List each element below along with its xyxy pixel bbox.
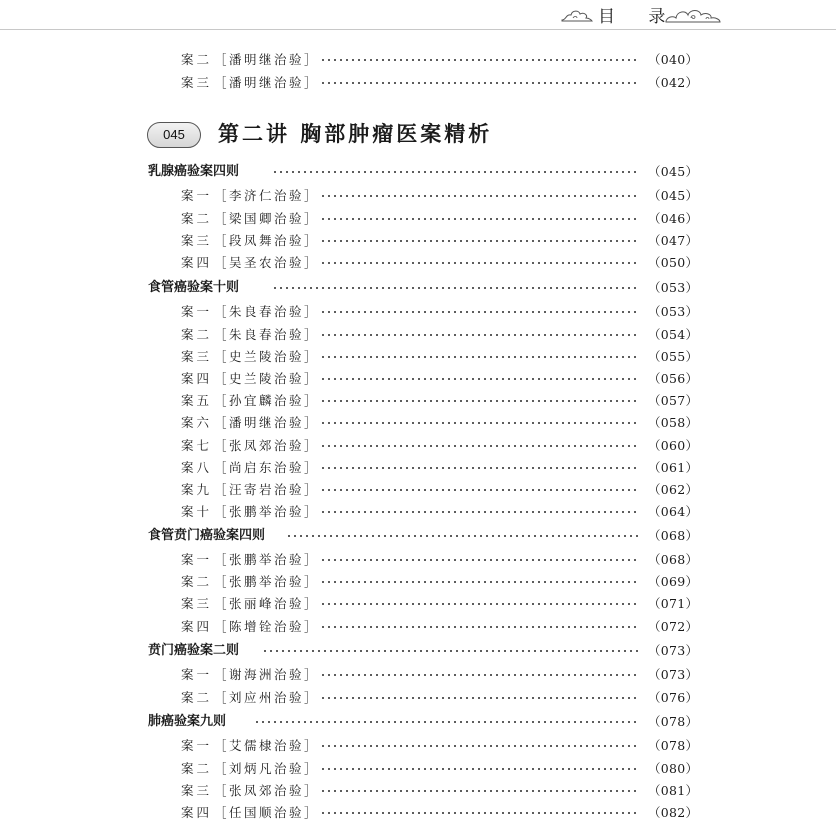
page-number: （042） xyxy=(648,75,699,90)
page-number: （056） xyxy=(648,371,699,386)
case-label: 案一 xyxy=(181,304,213,319)
toc-case-row[interactable] xyxy=(0,208,836,230)
case-physician: ［吴圣农治验］ xyxy=(214,255,320,270)
page-number: （057） xyxy=(648,393,699,408)
page-number: （073） xyxy=(648,643,699,658)
toc-case-row[interactable] xyxy=(0,780,836,802)
case-label: 案九 xyxy=(181,482,213,497)
case-physician: ［潘明继治验］ xyxy=(214,75,320,90)
case-physician: ［刘应州治验］ xyxy=(214,690,320,705)
case-label: 案七 xyxy=(181,438,213,453)
toc-case-row[interactable] xyxy=(0,802,836,824)
case-physician: ［潘明继治验］ xyxy=(214,415,320,430)
toc-case-row[interactable] xyxy=(0,252,836,274)
page-number: （045） xyxy=(648,188,699,203)
dot-leader xyxy=(320,368,638,390)
case-physician: ［汪寄岩治验］ xyxy=(214,482,320,497)
page-number: （072） xyxy=(648,619,699,634)
cloud-ornament-right-icon xyxy=(664,6,722,26)
case-physician: ［张丽峰治验］ xyxy=(214,596,320,611)
case-label: 案一 xyxy=(181,667,213,682)
dot-leader xyxy=(320,616,638,638)
toc-case-row[interactable] xyxy=(0,664,836,686)
dot-leader xyxy=(262,640,638,662)
dot-leader xyxy=(320,49,638,71)
case-physician: ［潘明继治验］ xyxy=(214,52,320,67)
page-number: （045） xyxy=(648,164,699,179)
case-physician: ［段凤舞治验］ xyxy=(214,233,320,248)
case-physician: ［张鹏举治验］ xyxy=(214,552,320,567)
dot-leader xyxy=(320,185,638,207)
section-title: 肺癌验案九则 xyxy=(148,714,227,729)
case-physician: ［孙宜麟治验］ xyxy=(214,393,320,408)
page-number: （040） xyxy=(648,52,699,67)
toc-case-row[interactable] xyxy=(0,501,836,523)
dot-leader xyxy=(320,230,638,252)
toc-case-row[interactable] xyxy=(0,687,836,709)
dot-leader xyxy=(320,72,638,94)
page-header xyxy=(0,2,836,28)
case-physician: ［任国顺治验］ xyxy=(214,805,320,820)
dot-leader xyxy=(320,412,638,434)
dot-leader xyxy=(320,780,638,802)
page-number: （062） xyxy=(648,482,699,497)
case-physician: ［张凤郊治验］ xyxy=(214,783,320,798)
page-number: （046） xyxy=(648,211,699,226)
toc-case-row[interactable] xyxy=(0,368,836,390)
toc-case-row[interactable] xyxy=(0,412,836,434)
case-physician: ［梁国卿治验］ xyxy=(214,211,320,226)
toc-case-row[interactable] xyxy=(0,324,836,346)
dot-leader xyxy=(272,277,638,299)
case-label: 案四 xyxy=(181,805,213,820)
page-number: （054） xyxy=(648,327,699,342)
case-physician: ［张鹏举治验］ xyxy=(214,574,320,589)
case-label: 案二 xyxy=(181,327,213,342)
case-label: 案三 xyxy=(181,233,213,248)
case-label: 案二 xyxy=(181,574,213,589)
toc-section-row[interactable] xyxy=(0,525,836,547)
page-number: （047） xyxy=(648,233,699,248)
case-label: 案二 xyxy=(181,761,213,776)
dot-leader xyxy=(320,549,638,571)
dot-leader xyxy=(320,758,638,780)
page-number: （078） xyxy=(648,738,699,753)
page-number: （080） xyxy=(648,761,699,776)
header-divider xyxy=(0,29,836,30)
case-label: 案四 xyxy=(181,619,213,634)
page-number: （055） xyxy=(648,349,699,364)
dot-leader xyxy=(254,711,638,733)
toc-case-row[interactable] xyxy=(0,72,836,94)
toc-case-row[interactable] xyxy=(0,479,836,501)
dot-leader xyxy=(320,687,638,709)
header-title: 目 录 xyxy=(598,7,680,27)
dot-leader xyxy=(320,501,638,523)
case-physician: ［朱良春治验］ xyxy=(214,304,320,319)
case-label: 案二 xyxy=(181,690,213,705)
toc-case-row[interactable] xyxy=(0,49,836,71)
case-label: 案一 xyxy=(181,188,213,203)
page-number: （053） xyxy=(648,304,699,319)
page-number: （081） xyxy=(648,783,699,798)
case-physician: ［陈增铨治验］ xyxy=(214,619,320,634)
case-physician: ［李济仁治验］ xyxy=(214,188,320,203)
page-number: （068） xyxy=(648,528,699,543)
chapter-page-badge: 045 xyxy=(147,122,201,148)
dot-leader xyxy=(320,346,638,368)
dot-leader xyxy=(286,525,638,547)
dot-leader xyxy=(320,479,638,501)
page-number: （073） xyxy=(648,667,699,682)
case-physician: ［朱良春治验］ xyxy=(214,327,320,342)
toc-case-row[interactable] xyxy=(0,457,836,479)
toc-case-row[interactable] xyxy=(0,230,836,252)
case-physician: ［刘炳凡治验］ xyxy=(214,761,320,776)
dot-leader xyxy=(320,324,638,346)
section-title: 食管癌验案十则 xyxy=(148,280,240,295)
case-label: 案三 xyxy=(181,75,213,90)
toc-case-row[interactable] xyxy=(0,346,836,368)
dot-leader xyxy=(320,390,638,412)
dot-leader xyxy=(320,802,638,824)
dot-leader xyxy=(320,457,638,479)
toc-case-row[interactable] xyxy=(0,390,836,412)
case-physician: ［尚启东治验］ xyxy=(214,460,320,475)
toc-section-row[interactable] xyxy=(0,161,836,183)
section-title: 乳腺癌验案四则 xyxy=(148,164,240,179)
cloud-ornament-left-icon xyxy=(560,8,594,24)
page-number: （076） xyxy=(648,690,699,705)
section-title: 食管贲门癌验案四则 xyxy=(148,528,266,543)
toc-case-row[interactable] xyxy=(0,593,836,615)
page-number: （053） xyxy=(648,280,699,295)
page-number: （071） xyxy=(648,596,699,611)
toc-case-row[interactable] xyxy=(0,758,836,780)
dot-leader xyxy=(320,208,638,230)
toc-case-row[interactable] xyxy=(0,616,836,638)
page-number: （060） xyxy=(648,438,699,453)
dot-leader xyxy=(320,593,638,615)
case-physician: ［张鹏举治验］ xyxy=(214,504,320,519)
page-number: （082） xyxy=(648,805,699,820)
dot-leader xyxy=(320,435,638,457)
toc-section-row[interactable] xyxy=(0,711,836,733)
toc-section-row[interactable] xyxy=(0,277,836,299)
page-number: （078） xyxy=(648,714,699,729)
dot-leader xyxy=(320,571,638,593)
dot-leader xyxy=(320,664,638,686)
case-label: 案一 xyxy=(181,552,213,567)
case-physician: ［史兰陵治验］ xyxy=(214,349,320,364)
case-physician: ［张凤郊治验］ xyxy=(214,438,320,453)
dot-leader xyxy=(320,252,638,274)
toc-case-row[interactable] xyxy=(0,571,836,593)
section-title: 贲门癌验案二则 xyxy=(148,643,240,658)
case-label: 案四 xyxy=(181,255,213,270)
toc-case-row[interactable] xyxy=(0,301,836,323)
page-number: （064） xyxy=(648,504,699,519)
case-label: 案三 xyxy=(181,783,213,798)
chapter-title: 第二讲 胸部肿瘤医案精析 xyxy=(218,121,493,146)
case-label: 案三 xyxy=(181,349,213,364)
chapter-heading[interactable] xyxy=(0,116,836,150)
dot-leader xyxy=(320,735,638,757)
case-label: 案五 xyxy=(181,393,213,408)
dot-leader xyxy=(272,161,638,183)
toc-case-row[interactable] xyxy=(0,549,836,571)
case-label: 案一 xyxy=(181,738,213,753)
dot-leader xyxy=(320,301,638,323)
page-number: （069） xyxy=(648,574,699,589)
page-number: （068） xyxy=(648,552,699,567)
case-physician: ［史兰陵治验］ xyxy=(214,371,320,386)
case-label: 案八 xyxy=(181,460,213,475)
page-number: （058） xyxy=(648,415,699,430)
toc-case-row[interactable] xyxy=(0,185,836,207)
case-label: 案二 xyxy=(181,52,213,67)
case-label: 案二 xyxy=(181,211,213,226)
toc-section-row[interactable] xyxy=(0,640,836,662)
case-label: 案六 xyxy=(181,415,213,430)
case-label: 案四 xyxy=(181,371,213,386)
page-number: （061） xyxy=(648,460,699,475)
toc-case-row[interactable] xyxy=(0,735,836,757)
case-physician: ［谢海洲治验］ xyxy=(214,667,320,682)
toc-case-row[interactable] xyxy=(0,435,836,457)
case-physician: ［艾儒棣治验］ xyxy=(214,738,320,753)
page-number: （050） xyxy=(648,255,699,270)
case-label: 案三 xyxy=(181,596,213,611)
case-label: 案十 xyxy=(181,504,213,519)
